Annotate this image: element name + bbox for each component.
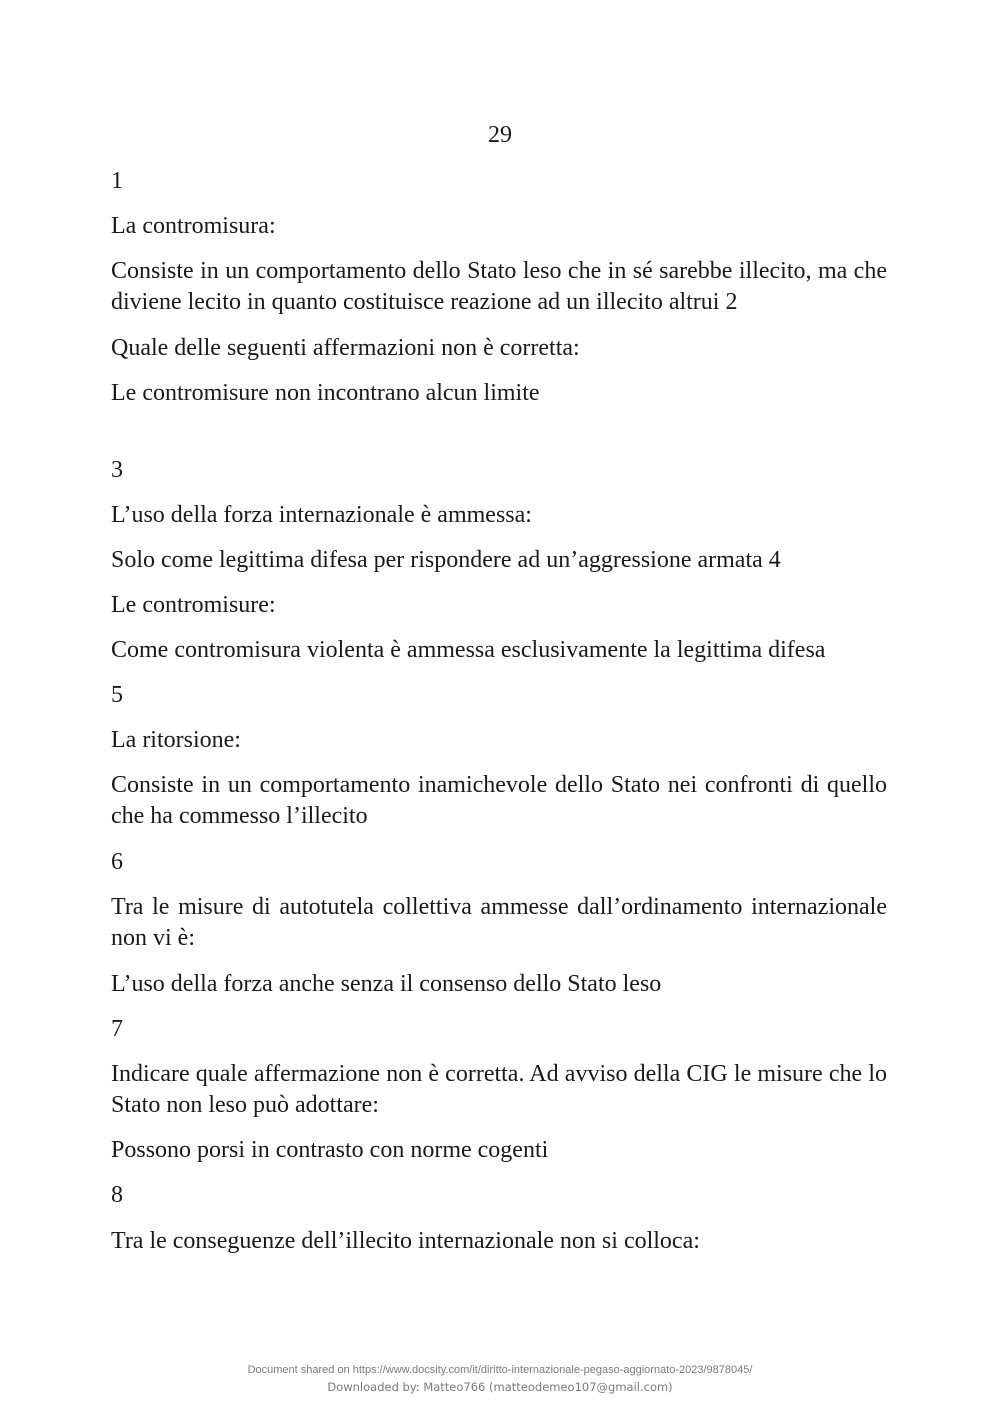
question-text: Tra le conseguenze dell’illecito internazionale non si colloca: [111,1228,700,1254]
question-text: Le contromisure: [111,592,276,618]
answer-text: Solo come legittima difesa per rispondere ad un’aggressione armata 4 [111,547,781,573]
question-number: 7 [111,1016,123,1042]
question-text: La contromisura: [111,213,276,239]
question-text: Indicare quale affermazione non è corretta. Ad avviso della CIG le misure che lo Stato non leso può adottare: [111,1061,887,1118]
answer-text: Come contromisura violenta è ammessa esclusivamente la legittima difesa [111,637,826,663]
question-text: La ritorsione: [111,727,241,753]
answer-text: Consiste in un comportamento inamichevole dello Stato nei confronti di quello che ha commesso l’illecito [111,772,887,829]
answer-text: Possono porsi in contrasto con norme cogenti [111,1137,549,1163]
question-number: 6 [111,849,123,875]
answer-text: L’uso della forza anche senza il consenso dello Stato leso [111,971,662,997]
question-number: 1 [111,168,123,194]
answer-text: Le contromisure non incontrano alcun limite [111,380,540,406]
question-text: L’uso della forza internazionale è ammessa: [111,502,532,528]
answer-text: Consiste in un comportamento dello Stato leso che in sé sarebbe illecito, ma che diviene lecito in quanto costituisce reazione ad un illecito altrui 2 [111,258,887,315]
question-text: Quale delle seguenti affermazioni non è corretta: [111,335,580,361]
question-number: 8 [111,1182,123,1208]
page-number: 29 [488,122,512,148]
footer-downloaded-by: Downloaded by: Matteo766 (matteodemeo107@gmail.com) [327,1380,673,1394]
question-number: 5 [111,682,123,708]
question-text: Tra le misure di autotutela collettiva ammesse dall’ordinamento internazionale non vi è: [111,894,887,951]
footer-shared-link[interactable]: Document shared on https://www.docsity.com/it/diritto-internazionale-pegaso-aggiornato-2023/9878045/ [247,1364,753,1376]
question-number: 3 [111,457,123,483]
